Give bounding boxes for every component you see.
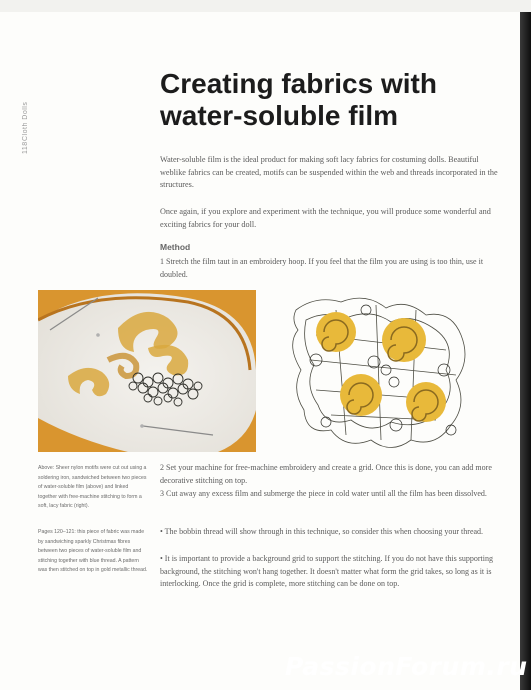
method-step-2: 2 Set your machine for free-machine embroidery and create a grid. Once this is done, you can add more decorative stitching on top. — [160, 463, 492, 485]
intro-paragraph-2: Once again, if you explore and experiment with the technique, you will produce some wonderful and exciting fabrics for your doll. — [160, 207, 491, 229]
page-edge — [520, 0, 531, 690]
top-strip — [0, 0, 531, 12]
method-heading: Method — [160, 242, 191, 252]
page-number: 118 — [22, 141, 29, 154]
running-header — [22, 74, 36, 154]
section-name: Cloth Dolls — [22, 101, 29, 142]
lace-fabric-photo — [286, 290, 476, 455]
caption-above: Above: Sheer nylon motifs were cut out using a soldering iron, sandwiched between two pieces of water-soluble film (above) and linked together with free-machine stitching to form a soft, lacy fabric (right). — [38, 465, 147, 510]
watermark: PassionForum.ru — [285, 652, 528, 681]
hoop-photo — [38, 290, 256, 452]
method-step-3: 3 Cut away any excess film and submerge the piece in cold water until all the film has been dissolved. — [160, 489, 487, 498]
intro-paragraph-1: Water-soluble film is the ideal product for making soft lacy fabrics for costuming dolls. Beautiful weblike fabrics can be created, motifs can be suspended within the web and threads incorporated in the structures. — [160, 155, 498, 189]
page-title: Creating fabrics with water-soluble film — [160, 68, 437, 131]
method-note-1: • The bobbin thread will show through in this technique, so consider this when choosing your thread. — [160, 527, 484, 536]
method-step-1: 1 Stretch the film taut in an embroidery hoop. If you feel that the film you are using is too thin, use it doubled. — [160, 257, 484, 279]
method-note-2: • It is important to provide a background grid to support the stitching. If you do not have this supporting background, the stitching won't hang together. It doesn't matter what form the grid takes, so long as it is interlocking. Once the grid is complete, more stitching can be done on top. — [160, 554, 493, 588]
caption-pages: Pages 120–121: this piece of fabric was made by sandwiching sparkly Christmas fibres between two pieces of water-soluble film and stitching together with blue thread. A pattern was then stitched on top in gold metallic thread. — [38, 529, 148, 574]
